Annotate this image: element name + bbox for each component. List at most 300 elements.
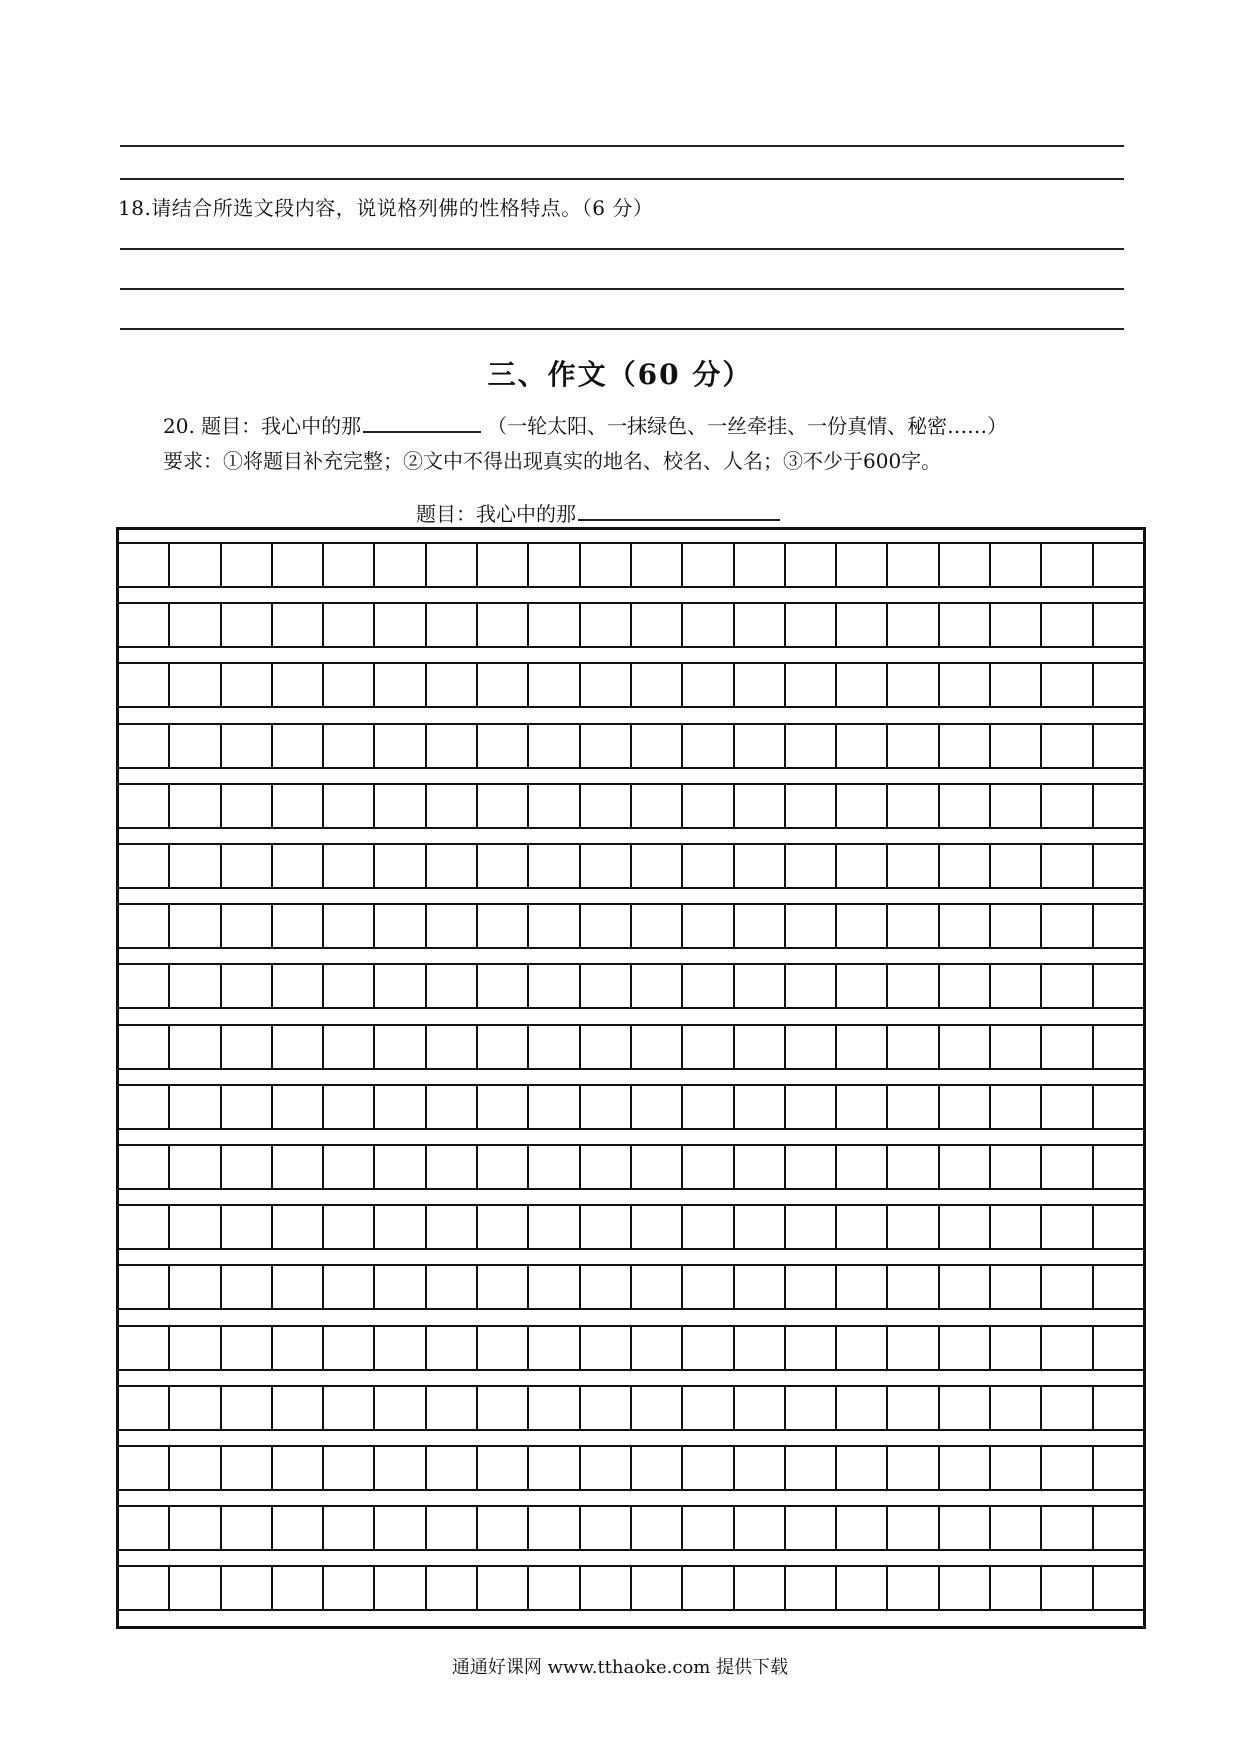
grid-cell[interactable]	[735, 1026, 786, 1068]
grid-cell[interactable]	[735, 1567, 786, 1609]
grid-cell[interactable]	[991, 1086, 1042, 1128]
grid-cell[interactable]	[324, 1086, 375, 1128]
grid-cell[interactable]	[119, 1266, 170, 1308]
grid-cell[interactable]	[1094, 1327, 1143, 1369]
grid-cell[interactable]	[735, 905, 786, 947]
grid-cell[interactable]	[940, 965, 991, 1007]
grid-cell[interactable]	[991, 1266, 1042, 1308]
grid-cell[interactable]	[1094, 1146, 1143, 1188]
grid-cell[interactable]	[324, 1447, 375, 1489]
grid-cell[interactable]	[581, 1567, 632, 1609]
grid-cell[interactable]	[375, 785, 426, 827]
grid-cell[interactable]	[991, 1567, 1042, 1609]
grid-cell[interactable]	[529, 664, 580, 706]
grid-cell[interactable]	[837, 845, 888, 887]
grid-cell[interactable]	[991, 1447, 1042, 1489]
grid-cell[interactable]	[324, 1567, 375, 1609]
grid-cell[interactable]	[991, 1387, 1042, 1429]
grid-cell[interactable]	[427, 1567, 478, 1609]
grid-cell[interactable]	[170, 664, 221, 706]
grid-cell[interactable]	[375, 1086, 426, 1128]
grid-cell[interactable]	[1042, 1507, 1093, 1549]
grid-cell[interactable]	[581, 905, 632, 947]
grid-cell[interactable]	[119, 1447, 170, 1489]
grid-cell[interactable]	[683, 604, 734, 646]
grid-cell[interactable]	[170, 544, 221, 586]
grid-cell[interactable]	[786, 1567, 837, 1609]
grid-cell[interactable]	[1094, 1086, 1143, 1128]
grid-cell[interactable]	[683, 1026, 734, 1068]
grid-cell[interactable]	[940, 1447, 991, 1489]
grid-cell[interactable]	[683, 905, 734, 947]
grid-cell[interactable]	[273, 1447, 324, 1489]
grid-cell[interactable]	[324, 1026, 375, 1068]
grid-cell[interactable]	[837, 1206, 888, 1248]
grid-cell[interactable]	[222, 1206, 273, 1248]
grid-cell[interactable]	[170, 1507, 221, 1549]
grid-cell[interactable]	[170, 725, 221, 767]
grid-cell[interactable]	[222, 1507, 273, 1549]
grid-cell[interactable]	[222, 604, 273, 646]
grid-cell[interactable]	[837, 1327, 888, 1369]
grid-cell[interactable]	[529, 965, 580, 1007]
grid-cell[interactable]	[632, 1086, 683, 1128]
grid-cell[interactable]	[940, 664, 991, 706]
grid-cell[interactable]	[632, 1266, 683, 1308]
grid-cell[interactable]	[991, 1026, 1042, 1068]
grid-cell[interactable]	[170, 1206, 221, 1248]
grid-cell[interactable]	[375, 965, 426, 1007]
grid-cell[interactable]	[940, 1266, 991, 1308]
grid-cell[interactable]	[581, 845, 632, 887]
grid-cell[interactable]	[478, 1266, 529, 1308]
grid-cell[interactable]	[478, 905, 529, 947]
grid-cell[interactable]	[940, 604, 991, 646]
grid-cell[interactable]	[427, 1447, 478, 1489]
grid-cell[interactable]	[222, 1146, 273, 1188]
grid-cell[interactable]	[478, 664, 529, 706]
grid-cell[interactable]	[837, 1146, 888, 1188]
grid-cell[interactable]	[581, 1266, 632, 1308]
grid-cell[interactable]	[940, 1507, 991, 1549]
grid-cell[interactable]	[427, 1266, 478, 1308]
grid-cell[interactable]	[1094, 725, 1143, 767]
grid-cell[interactable]	[786, 845, 837, 887]
grid-cell[interactable]	[683, 544, 734, 586]
grid-cell[interactable]	[1042, 1567, 1093, 1609]
grid-cell[interactable]	[991, 1327, 1042, 1369]
grid-cell[interactable]	[837, 1266, 888, 1308]
grid-cell[interactable]	[170, 1387, 221, 1429]
grid-cell[interactable]	[1042, 1206, 1093, 1248]
grid-cell[interactable]	[683, 1266, 734, 1308]
grid-cell[interactable]	[119, 1327, 170, 1369]
grid-cell[interactable]	[991, 544, 1042, 586]
grid-cell[interactable]	[581, 1206, 632, 1248]
grid-cell[interactable]	[478, 1507, 529, 1549]
grid-cell[interactable]	[1094, 1387, 1143, 1429]
grid-cell[interactable]	[837, 664, 888, 706]
grid-cell[interactable]	[837, 544, 888, 586]
grid-cell[interactable]	[683, 725, 734, 767]
grid-cell[interactable]	[837, 1026, 888, 1068]
grid-cell[interactable]	[837, 1567, 888, 1609]
grid-cell[interactable]	[1042, 664, 1093, 706]
grid-cell[interactable]	[1042, 544, 1093, 586]
grid-cell[interactable]	[786, 1146, 837, 1188]
grid-cell[interactable]	[478, 1086, 529, 1128]
grid-cell[interactable]	[632, 845, 683, 887]
grid-cell[interactable]	[735, 1507, 786, 1549]
grid-cell[interactable]	[119, 905, 170, 947]
grid-cell[interactable]	[222, 1086, 273, 1128]
grid-cell[interactable]	[888, 1387, 939, 1429]
grid-cell[interactable]	[888, 1507, 939, 1549]
grid-cell[interactable]	[119, 1146, 170, 1188]
grid-cell[interactable]	[222, 1266, 273, 1308]
grid-cell[interactable]	[529, 1567, 580, 1609]
grid-cell[interactable]	[273, 785, 324, 827]
grid-cell[interactable]	[991, 905, 1042, 947]
answer-line[interactable]	[120, 328, 1124, 330]
grid-cell[interactable]	[837, 965, 888, 1007]
grid-cell[interactable]	[991, 725, 1042, 767]
grid-cell[interactable]	[1094, 1026, 1143, 1068]
grid-cell[interactable]	[632, 604, 683, 646]
grid-cell[interactable]	[888, 1086, 939, 1128]
grid-cell[interactable]	[324, 1507, 375, 1549]
grid-cell[interactable]	[222, 1026, 273, 1068]
grid-cell[interactable]	[375, 664, 426, 706]
grid-cell[interactable]	[837, 725, 888, 767]
grid-cell[interactable]	[1094, 604, 1143, 646]
grid-cell[interactable]	[888, 664, 939, 706]
grid-cell[interactable]	[529, 1387, 580, 1429]
grid-cell[interactable]	[529, 845, 580, 887]
grid-cell[interactable]	[119, 664, 170, 706]
grid-cell[interactable]	[683, 1327, 734, 1369]
grid-cell[interactable]	[119, 544, 170, 586]
grid-cell[interactable]	[375, 544, 426, 586]
grid-cell[interactable]	[119, 1507, 170, 1549]
grid-cell[interactable]	[837, 1447, 888, 1489]
grid-cell[interactable]	[478, 785, 529, 827]
grid-cell[interactable]	[119, 785, 170, 827]
grid-cell[interactable]	[478, 965, 529, 1007]
grid-cell[interactable]	[478, 1206, 529, 1248]
answer-line[interactable]	[120, 288, 1124, 290]
grid-cell[interactable]	[529, 604, 580, 646]
grid-cell[interactable]	[170, 845, 221, 887]
grid-cell[interactable]	[581, 1447, 632, 1489]
grid-cell[interactable]	[427, 905, 478, 947]
grid-cell[interactable]	[119, 1206, 170, 1248]
grid-cell[interactable]	[632, 1146, 683, 1188]
grid-cell[interactable]	[1094, 664, 1143, 706]
grid-cell[interactable]	[427, 1327, 478, 1369]
grid-cell[interactable]	[119, 1387, 170, 1429]
grid-cell[interactable]	[375, 1567, 426, 1609]
grid-cell[interactable]	[1094, 544, 1143, 586]
grid-cell[interactable]	[837, 1387, 888, 1429]
grid-cell[interactable]	[581, 1327, 632, 1369]
grid-cell[interactable]	[324, 1266, 375, 1308]
grid-cell[interactable]	[888, 1447, 939, 1489]
grid-cell[interactable]	[273, 1327, 324, 1369]
grid-cell[interactable]	[273, 1567, 324, 1609]
essay-grid[interactable]	[116, 527, 1146, 1629]
grid-cell[interactable]	[529, 1507, 580, 1549]
grid-cell[interactable]	[632, 1026, 683, 1068]
grid-cell[interactable]	[478, 604, 529, 646]
grid-cell[interactable]	[1094, 1567, 1143, 1609]
grid-cell[interactable]	[529, 1086, 580, 1128]
grid-cell[interactable]	[786, 1507, 837, 1549]
grid-cell[interactable]	[735, 785, 786, 827]
grid-cell[interactable]	[940, 1327, 991, 1369]
grid-cell[interactable]	[273, 1206, 324, 1248]
grid-cell[interactable]	[478, 1026, 529, 1068]
grid-cell[interactable]	[632, 785, 683, 827]
grid-cell[interactable]	[529, 1026, 580, 1068]
grid-cell[interactable]	[273, 845, 324, 887]
grid-cell[interactable]	[581, 965, 632, 1007]
grid-cell[interactable]	[940, 905, 991, 947]
grid-cell[interactable]	[581, 544, 632, 586]
grid-cell[interactable]	[119, 604, 170, 646]
grid-cell[interactable]	[683, 1567, 734, 1609]
grid-cell[interactable]	[222, 725, 273, 767]
grid-cell[interactable]	[837, 785, 888, 827]
grid-cell[interactable]	[375, 1387, 426, 1429]
grid-cell[interactable]	[273, 664, 324, 706]
grid-cell[interactable]	[324, 1387, 375, 1429]
grid-cell[interactable]	[786, 785, 837, 827]
grid-cell[interactable]	[837, 604, 888, 646]
grid-cell[interactable]	[170, 1567, 221, 1609]
grid-cell[interactable]	[632, 664, 683, 706]
grid-cell[interactable]	[478, 1567, 529, 1609]
grid-cell[interactable]	[735, 1447, 786, 1489]
grid-cell[interactable]	[222, 1327, 273, 1369]
grid-cell[interactable]	[170, 1146, 221, 1188]
grid-cell[interactable]	[324, 1327, 375, 1369]
grid-cell[interactable]	[222, 905, 273, 947]
grid-cell[interactable]	[632, 1387, 683, 1429]
grid-cell[interactable]	[581, 1026, 632, 1068]
grid-cell[interactable]	[119, 965, 170, 1007]
grid-cell[interactable]	[529, 1327, 580, 1369]
grid-cell[interactable]	[222, 1567, 273, 1609]
grid-cell[interactable]	[529, 1146, 580, 1188]
grid-cell[interactable]	[375, 1507, 426, 1549]
grid-cell[interactable]	[837, 1086, 888, 1128]
grid-cell[interactable]	[222, 1387, 273, 1429]
grid-cell[interactable]	[1042, 1146, 1093, 1188]
grid-cell[interactable]	[273, 1266, 324, 1308]
grid-cell[interactable]	[940, 1026, 991, 1068]
grid-cell[interactable]	[375, 604, 426, 646]
grid-cell[interactable]	[273, 1146, 324, 1188]
grid-cell[interactable]	[1042, 604, 1093, 646]
grid-cell[interactable]	[222, 664, 273, 706]
grid-cell[interactable]	[375, 845, 426, 887]
grid-cell[interactable]	[683, 1086, 734, 1128]
grid-cell[interactable]	[991, 785, 1042, 827]
grid-cell[interactable]	[786, 965, 837, 1007]
grid-cell[interactable]	[478, 1146, 529, 1188]
grid-cell[interactable]	[735, 1266, 786, 1308]
grid-cell[interactable]	[786, 544, 837, 586]
grid-cell[interactable]	[427, 604, 478, 646]
grid-cell[interactable]	[632, 1507, 683, 1549]
grid-cell[interactable]	[119, 725, 170, 767]
grid-cell[interactable]	[1042, 785, 1093, 827]
grid-cell[interactable]	[222, 1447, 273, 1489]
grid-cell[interactable]	[427, 1206, 478, 1248]
grid-cell[interactable]	[888, 965, 939, 1007]
grid-cell[interactable]	[529, 905, 580, 947]
grid-cell[interactable]	[119, 1567, 170, 1609]
grid-cell[interactable]	[940, 1146, 991, 1188]
grid-cell[interactable]	[683, 785, 734, 827]
grid-cell[interactable]	[273, 905, 324, 947]
grid-cell[interactable]	[375, 725, 426, 767]
grid-cell[interactable]	[427, 1026, 478, 1068]
grid-cell[interactable]	[119, 845, 170, 887]
grid-cell[interactable]	[786, 1327, 837, 1369]
grid-cell[interactable]	[273, 1086, 324, 1128]
grid-cell[interactable]	[170, 1026, 221, 1068]
grid-cell[interactable]	[1042, 725, 1093, 767]
grid-cell[interactable]	[991, 965, 1042, 1007]
grid-cell[interactable]	[991, 1206, 1042, 1248]
grid-cell[interactable]	[324, 1146, 375, 1188]
grid-cell[interactable]	[273, 1507, 324, 1549]
grid-cell[interactable]	[991, 664, 1042, 706]
grid-cell[interactable]	[375, 905, 426, 947]
grid-cell[interactable]	[324, 725, 375, 767]
grid-cell[interactable]	[581, 1146, 632, 1188]
grid-cell[interactable]	[735, 725, 786, 767]
grid-cell[interactable]	[786, 664, 837, 706]
grid-cell[interactable]	[324, 1206, 375, 1248]
grid-cell[interactable]	[427, 1146, 478, 1188]
grid-cell[interactable]	[170, 905, 221, 947]
grid-cell[interactable]	[581, 1507, 632, 1549]
grid-cell[interactable]	[273, 1026, 324, 1068]
grid-cell[interactable]	[735, 604, 786, 646]
grid-cell[interactable]	[632, 1567, 683, 1609]
grid-cell[interactable]	[222, 845, 273, 887]
grid-cell[interactable]	[735, 1387, 786, 1429]
grid-cell[interactable]	[581, 1387, 632, 1429]
grid-cell[interactable]	[735, 664, 786, 706]
grid-cell[interactable]	[170, 1327, 221, 1369]
grid-cell[interactable]	[888, 905, 939, 947]
grid-cell[interactable]	[529, 785, 580, 827]
grid-cell[interactable]	[888, 845, 939, 887]
grid-cell[interactable]	[940, 725, 991, 767]
grid-cell[interactable]	[940, 845, 991, 887]
grid-cell[interactable]	[1094, 1447, 1143, 1489]
grid-cell[interactable]	[273, 544, 324, 586]
grid-cell[interactable]	[1094, 1507, 1143, 1549]
grid-cell[interactable]	[427, 664, 478, 706]
grid-cell[interactable]	[529, 544, 580, 586]
grid-cell[interactable]	[735, 965, 786, 1007]
grid-cell[interactable]	[735, 1146, 786, 1188]
grid-cell[interactable]	[786, 905, 837, 947]
grid-cell[interactable]	[683, 1206, 734, 1248]
grid-cell[interactable]	[735, 1327, 786, 1369]
grid-cell[interactable]	[632, 1447, 683, 1489]
grid-cell[interactable]	[888, 725, 939, 767]
grid-cell[interactable]	[632, 544, 683, 586]
grid-cell[interactable]	[1042, 1086, 1093, 1128]
grid-cell[interactable]	[324, 845, 375, 887]
grid-cell[interactable]	[940, 1206, 991, 1248]
grid-cell[interactable]	[273, 1387, 324, 1429]
answer-line[interactable]	[120, 248, 1124, 250]
grid-cell[interactable]	[888, 544, 939, 586]
grid-cell[interactable]	[888, 604, 939, 646]
grid-cell[interactable]	[478, 1327, 529, 1369]
grid-cell[interactable]	[632, 1206, 683, 1248]
grid-cell[interactable]	[375, 1447, 426, 1489]
grid-cell[interactable]	[324, 965, 375, 1007]
grid-cell[interactable]	[170, 1266, 221, 1308]
grid-cell[interactable]	[529, 1206, 580, 1248]
grid-cell[interactable]	[1094, 845, 1143, 887]
grid-cell[interactable]	[735, 845, 786, 887]
grid-cell[interactable]	[478, 544, 529, 586]
grid-cell[interactable]	[427, 785, 478, 827]
grid-cell[interactable]	[170, 965, 221, 1007]
grid-cell[interactable]	[1042, 845, 1093, 887]
grid-cell[interactable]	[940, 785, 991, 827]
grid-cell[interactable]	[273, 604, 324, 646]
grid-cell[interactable]	[786, 1086, 837, 1128]
grid-cell[interactable]	[427, 1086, 478, 1128]
grid-cell[interactable]	[683, 1447, 734, 1489]
grid-cell[interactable]	[529, 1266, 580, 1308]
grid-cell[interactable]	[222, 785, 273, 827]
grid-cell[interactable]	[478, 725, 529, 767]
grid-cell[interactable]	[427, 1507, 478, 1549]
grid-cell[interactable]	[991, 1146, 1042, 1188]
grid-cell[interactable]	[119, 1086, 170, 1128]
grid-cell[interactable]	[888, 1266, 939, 1308]
grid-cell[interactable]	[170, 785, 221, 827]
grid-cell[interactable]	[1094, 785, 1143, 827]
grid-cell[interactable]	[1042, 1327, 1093, 1369]
grid-cell[interactable]	[837, 905, 888, 947]
grid-cell[interactable]	[1094, 965, 1143, 1007]
grid-cell[interactable]	[427, 544, 478, 586]
grid-cell[interactable]	[375, 1266, 426, 1308]
grid-cell[interactable]	[324, 604, 375, 646]
grid-cell[interactable]	[1042, 905, 1093, 947]
grid-cell[interactable]	[683, 965, 734, 1007]
grid-cell[interactable]	[940, 1086, 991, 1128]
grid-cell[interactable]	[786, 725, 837, 767]
grid-cell[interactable]	[632, 965, 683, 1007]
grid-cell[interactable]	[1094, 1206, 1143, 1248]
grid-cell[interactable]	[324, 905, 375, 947]
grid-cell[interactable]	[786, 1206, 837, 1248]
grid-cell[interactable]	[427, 725, 478, 767]
